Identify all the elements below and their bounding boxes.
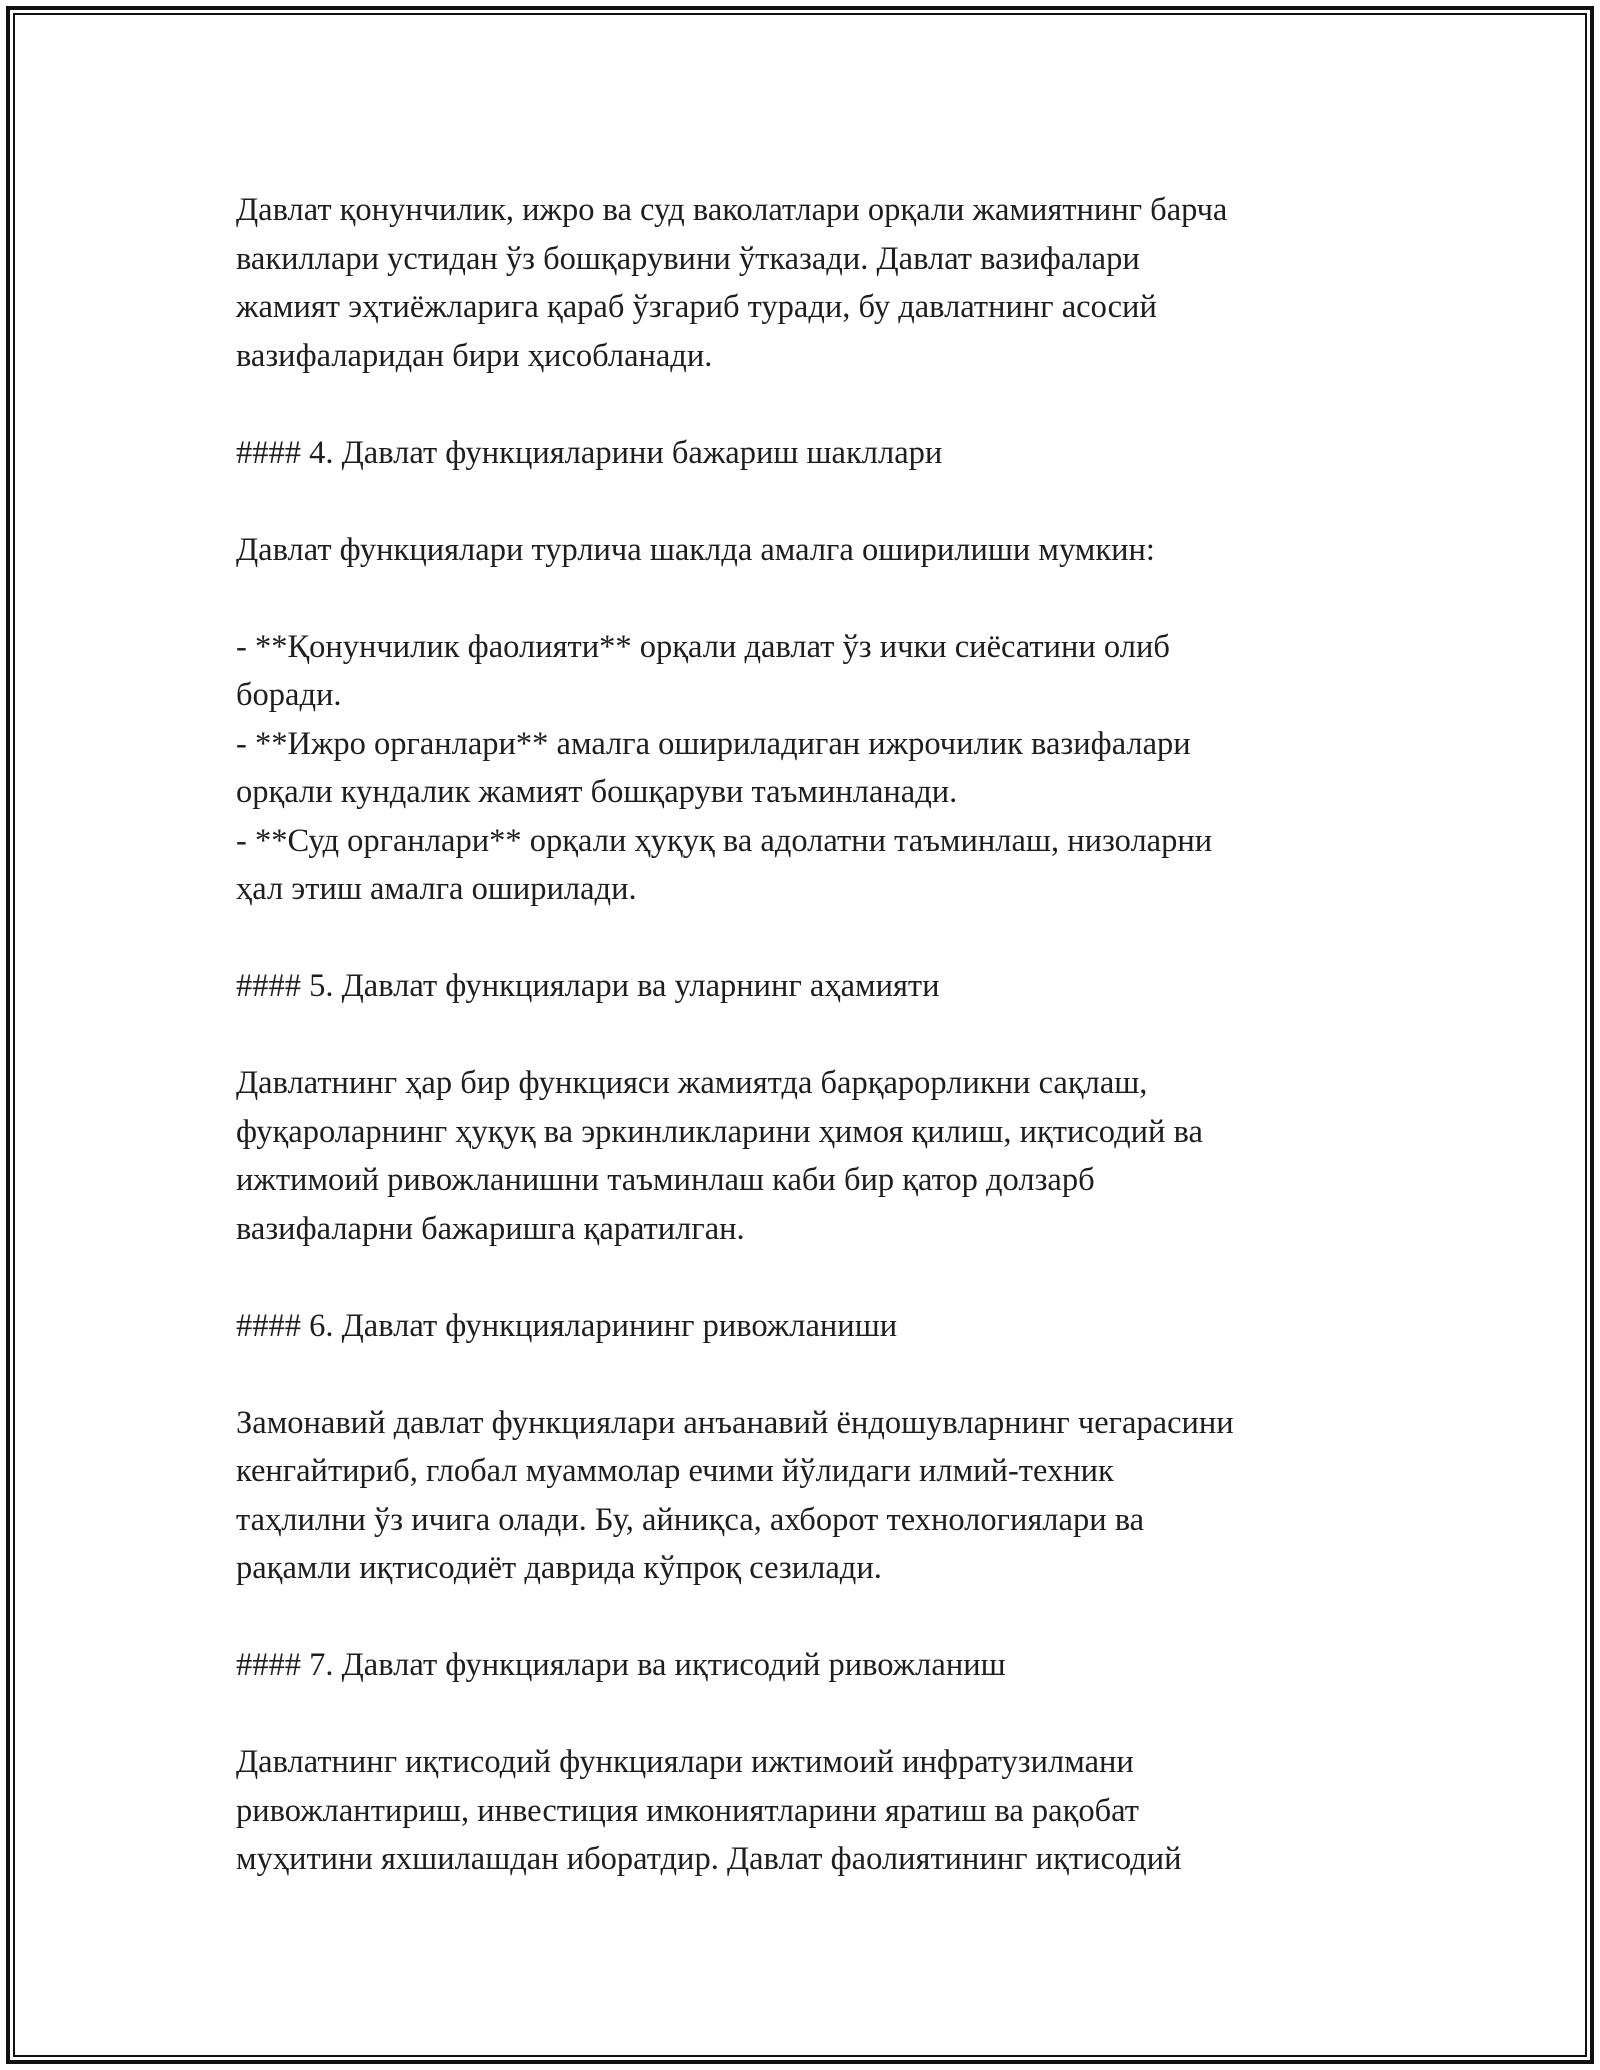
paragraph-gap (236, 1011, 1386, 1060)
text-line: Давлатнинг ҳар бир функцияси жамиятда барқарорликни сақлаш, (236, 1065, 1148, 1101)
document-body (236, 186, 1386, 1884)
section-4-intro: Давлат функциялари турлича шаклда амалга оширилиши мумкин: (236, 531, 1155, 568)
paragraph-gap (236, 574, 1386, 623)
section-5-heading: #### 5. Давлат функциялари ва уларнинг аҳамияти (236, 968, 940, 1004)
paragraph-gap (236, 1593, 1386, 1642)
text-line: таҳлилни ўз ичига олади. Бу, айниқса, ахборот технологиялари ва (236, 1501, 1145, 1538)
text-line: - **Қонунчилик фаолияти** орқали давлат ўз ички сиёсатини олиб (236, 628, 1170, 665)
text-line: вазифаларни бажаришга қаратилган. (236, 1210, 745, 1247)
paragraph-gap (236, 1253, 1386, 1302)
paragraph-gap (236, 914, 1386, 963)
section-5-paragraph (236, 1059, 1386, 1253)
paragraph-gap (236, 1350, 1386, 1399)
text-line: Замонавий давлат функциялари анъанавий ёндошувларнинг чегарасини (236, 1404, 1234, 1441)
text-line: вазифаларидан бири ҳисобланади. (236, 337, 713, 374)
text-line: боради. (236, 677, 342, 713)
text-line: Давлатнинг иқтисодий функциялари ижтимоий инфратузилмани (236, 1744, 1134, 1780)
bullet-item-legislative (236, 623, 1386, 720)
text-line: кенгайтириб, глобал муаммолар ечими йўлидаги илмий-техник (236, 1453, 1114, 1489)
intro-paragraph (236, 186, 1386, 380)
paragraph-gap (236, 380, 1386, 429)
bullet-item-executive (236, 720, 1386, 817)
text-line: орқали кундалик жамият бошқаруви таъминланади. (236, 774, 958, 810)
section-6-paragraph (236, 1399, 1386, 1593)
section-6-heading: #### 6. Давлат функцияларининг ривожланиши (236, 1307, 898, 1344)
paragraph-gap (236, 1690, 1386, 1739)
paragraph-gap (236, 477, 1386, 526)
text-line: - **Ижро органлари** амалга ошириладиган ижрочилик вазифалари (236, 725, 1191, 762)
text-line: - **Суд органлари** орқали ҳуқуқ ва адолатни таъминлаш, низоларни (236, 822, 1213, 859)
text-line: ижтимоий ривожланишни таъминлаш каби бир қатор долзарб (236, 1162, 1095, 1198)
text-line: муҳитини яхшилашдан иборатдир. Давлат фаолиятининг иқтисодий (236, 1841, 1182, 1877)
text-line: Давлат қонунчилик, ижро ва суд ваколатлари орқали жамиятнинг барча (236, 192, 1228, 228)
section-7-heading: #### 7. Давлат функциялари ва иқтисодий ривожланиш (236, 1647, 1006, 1683)
text-line: вакиллари устидан ўз бошқарувини ўтказади. Давлат вазифалари (236, 240, 1140, 277)
text-line: рақамли иқтисодиёт даврида кўпроқ сезилади. (236, 1550, 882, 1586)
text-line: фуқароларнинг ҳуқуқ ва эркинликларини ҳимоя қилиш, иқтисодий ва (236, 1113, 1203, 1150)
bullet-item-judicial (236, 817, 1386, 914)
section-4-heading: #### 4. Давлат функцияларини бажариш шакллари (236, 434, 943, 471)
section-7-paragraph (236, 1738, 1386, 1884)
text-line: жамият эҳтиёжларига қараб ўзгариб туради, бу давлатнинг асосий (236, 289, 1157, 325)
text-line: ривожлантириш, инвестиция имкониятларини яратиш ва рақобат (236, 1792, 1139, 1829)
text-line: ҳал этиш амалга оширилади. (236, 871, 637, 907)
